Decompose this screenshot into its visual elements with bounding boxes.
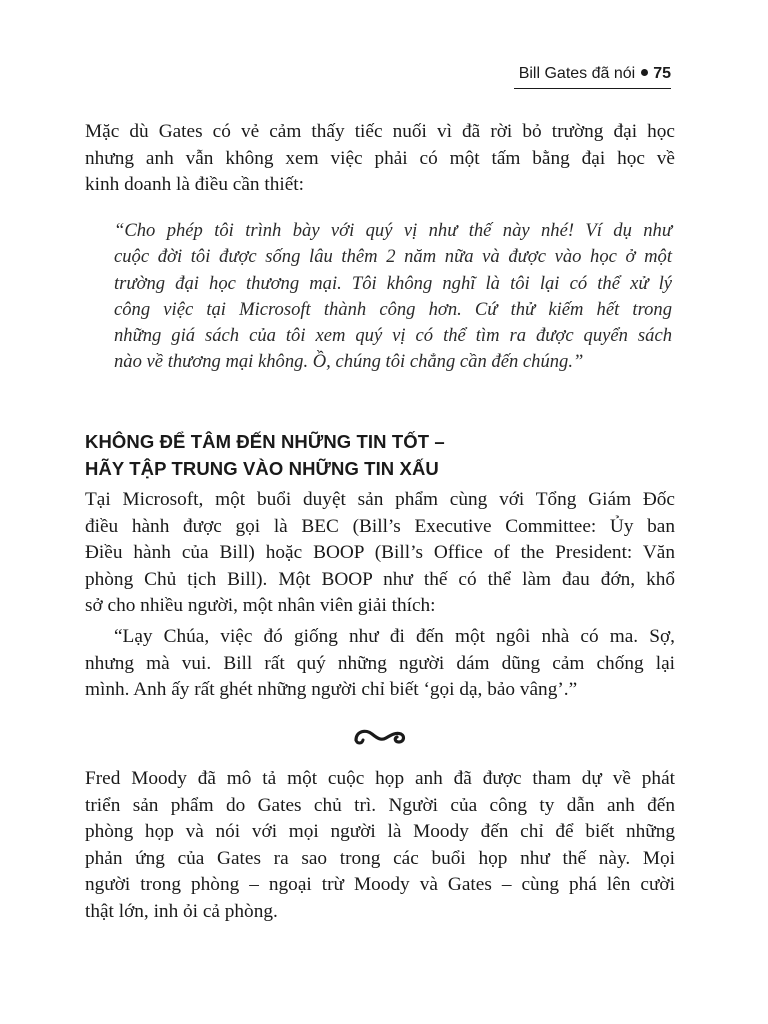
text-line: Fred Moody đã mô tả một cuộc họp anh đã được tham dự về phát: [85, 768, 675, 789]
text-line: Điều hành của Bill) hoặc BOOP (Bill’s Office of the President: Văn: [85, 542, 675, 563]
text-line: thật lớn, inh ỏi cả phòng.: [85, 900, 278, 922]
running-title: Bill Gates đã nói: [518, 65, 636, 82]
quote-line: cuộc đời tôi được sống lâu thêm 2 năm nữa và được vào học ở một: [114, 246, 672, 268]
text-line: phòng họp và nói với mọi người là Moody đến chỉ để biết những: [85, 821, 675, 842]
quote-line: công việc tại Microsoft thành công hơn. Cứ thử kiếm hết trong: [114, 298, 672, 320]
heading-line: HÃY TẬP TRUNG VÀO NHỮNG TIN XẤU: [85, 457, 439, 479]
page-number: 75: [653, 65, 671, 82]
quote-line: trường đại học thương mại. Tôi không nghĩ là tôi lại có thể xử lý: [114, 272, 672, 294]
bullet-dot-icon: [641, 69, 648, 76]
quote-line: nào về thương mại không. Ồ, chúng tôi chẳng cần đến chúng.”: [114, 351, 584, 373]
text-line: Tại Microsoft, một buổi duyệt sản phẩm cùng với Tổng Giám Đốc: [85, 489, 675, 510]
quote-line: “Cho phép tôi trình bày với quý vị như thế này nhé! Ví dụ như: [114, 220, 672, 241]
heading-line: KHÔNG ĐỂ TÂM ĐẾN NHỮNG TIN TỐT –: [85, 431, 445, 452]
text-line: nhưng anh vẫn không xem việc phải có một tấm bằng đại học về: [85, 147, 675, 169]
paragraph-microsoft-boop: [85, 487, 675, 620]
swirl-ornament-icon: [352, 725, 406, 747]
text-line: nhưng mà vui. Bill rất quý những người dám dũng cảm chống lại: [85, 652, 675, 674]
text-line: sở cho nhiều người, một nhân viên giải thích:: [85, 595, 436, 616]
text-line: Mặc dù Gates có vẻ cảm thấy tiếc nuối vì đã rời bỏ trường đại học: [85, 121, 675, 142]
running-header: [470, 64, 671, 84]
quote-line: những giá sách của tôi xem quý vị có thể tìm ra được quyển sách: [114, 325, 672, 347]
quote-block: [114, 218, 672, 376]
text-line: “Lạy Chúa, việc đó giống như đi đến một ngôi nhà có ma. Sợ,: [114, 626, 675, 647]
text-line: kinh doanh là điều cần thiết:: [85, 174, 304, 195]
paragraph-employee-quote: [85, 624, 675, 704]
text-line: triển sản phẩm do Gates chủ trì. Người của công ty dẫn anh đến: [85, 794, 675, 816]
text-line: phản ứng của Gates ra sao trong các buổi họp như thế này. Mọi: [85, 847, 675, 869]
text-line: mình. Anh ấy rất ghét những người chỉ biết ‘gọi dạ, bảo vâng’.”: [85, 679, 578, 700]
paragraph-intro: [85, 119, 675, 199]
section-heading: [85, 429, 685, 482]
header-rule: [514, 88, 671, 89]
text-line: người trong phòng – ngoại trừ Moody và Gates – cùng phá lên cười: [85, 874, 675, 895]
text-line: phòng Chủ tịch Bill). Một BOOP như thế có thể làm đau đớn, khổ: [85, 568, 675, 590]
text-line: điều hành được gọi là BEC (Bill’s Executive Committee: Ủy ban: [85, 515, 675, 537]
paragraph-fred-moody: [85, 766, 675, 925]
